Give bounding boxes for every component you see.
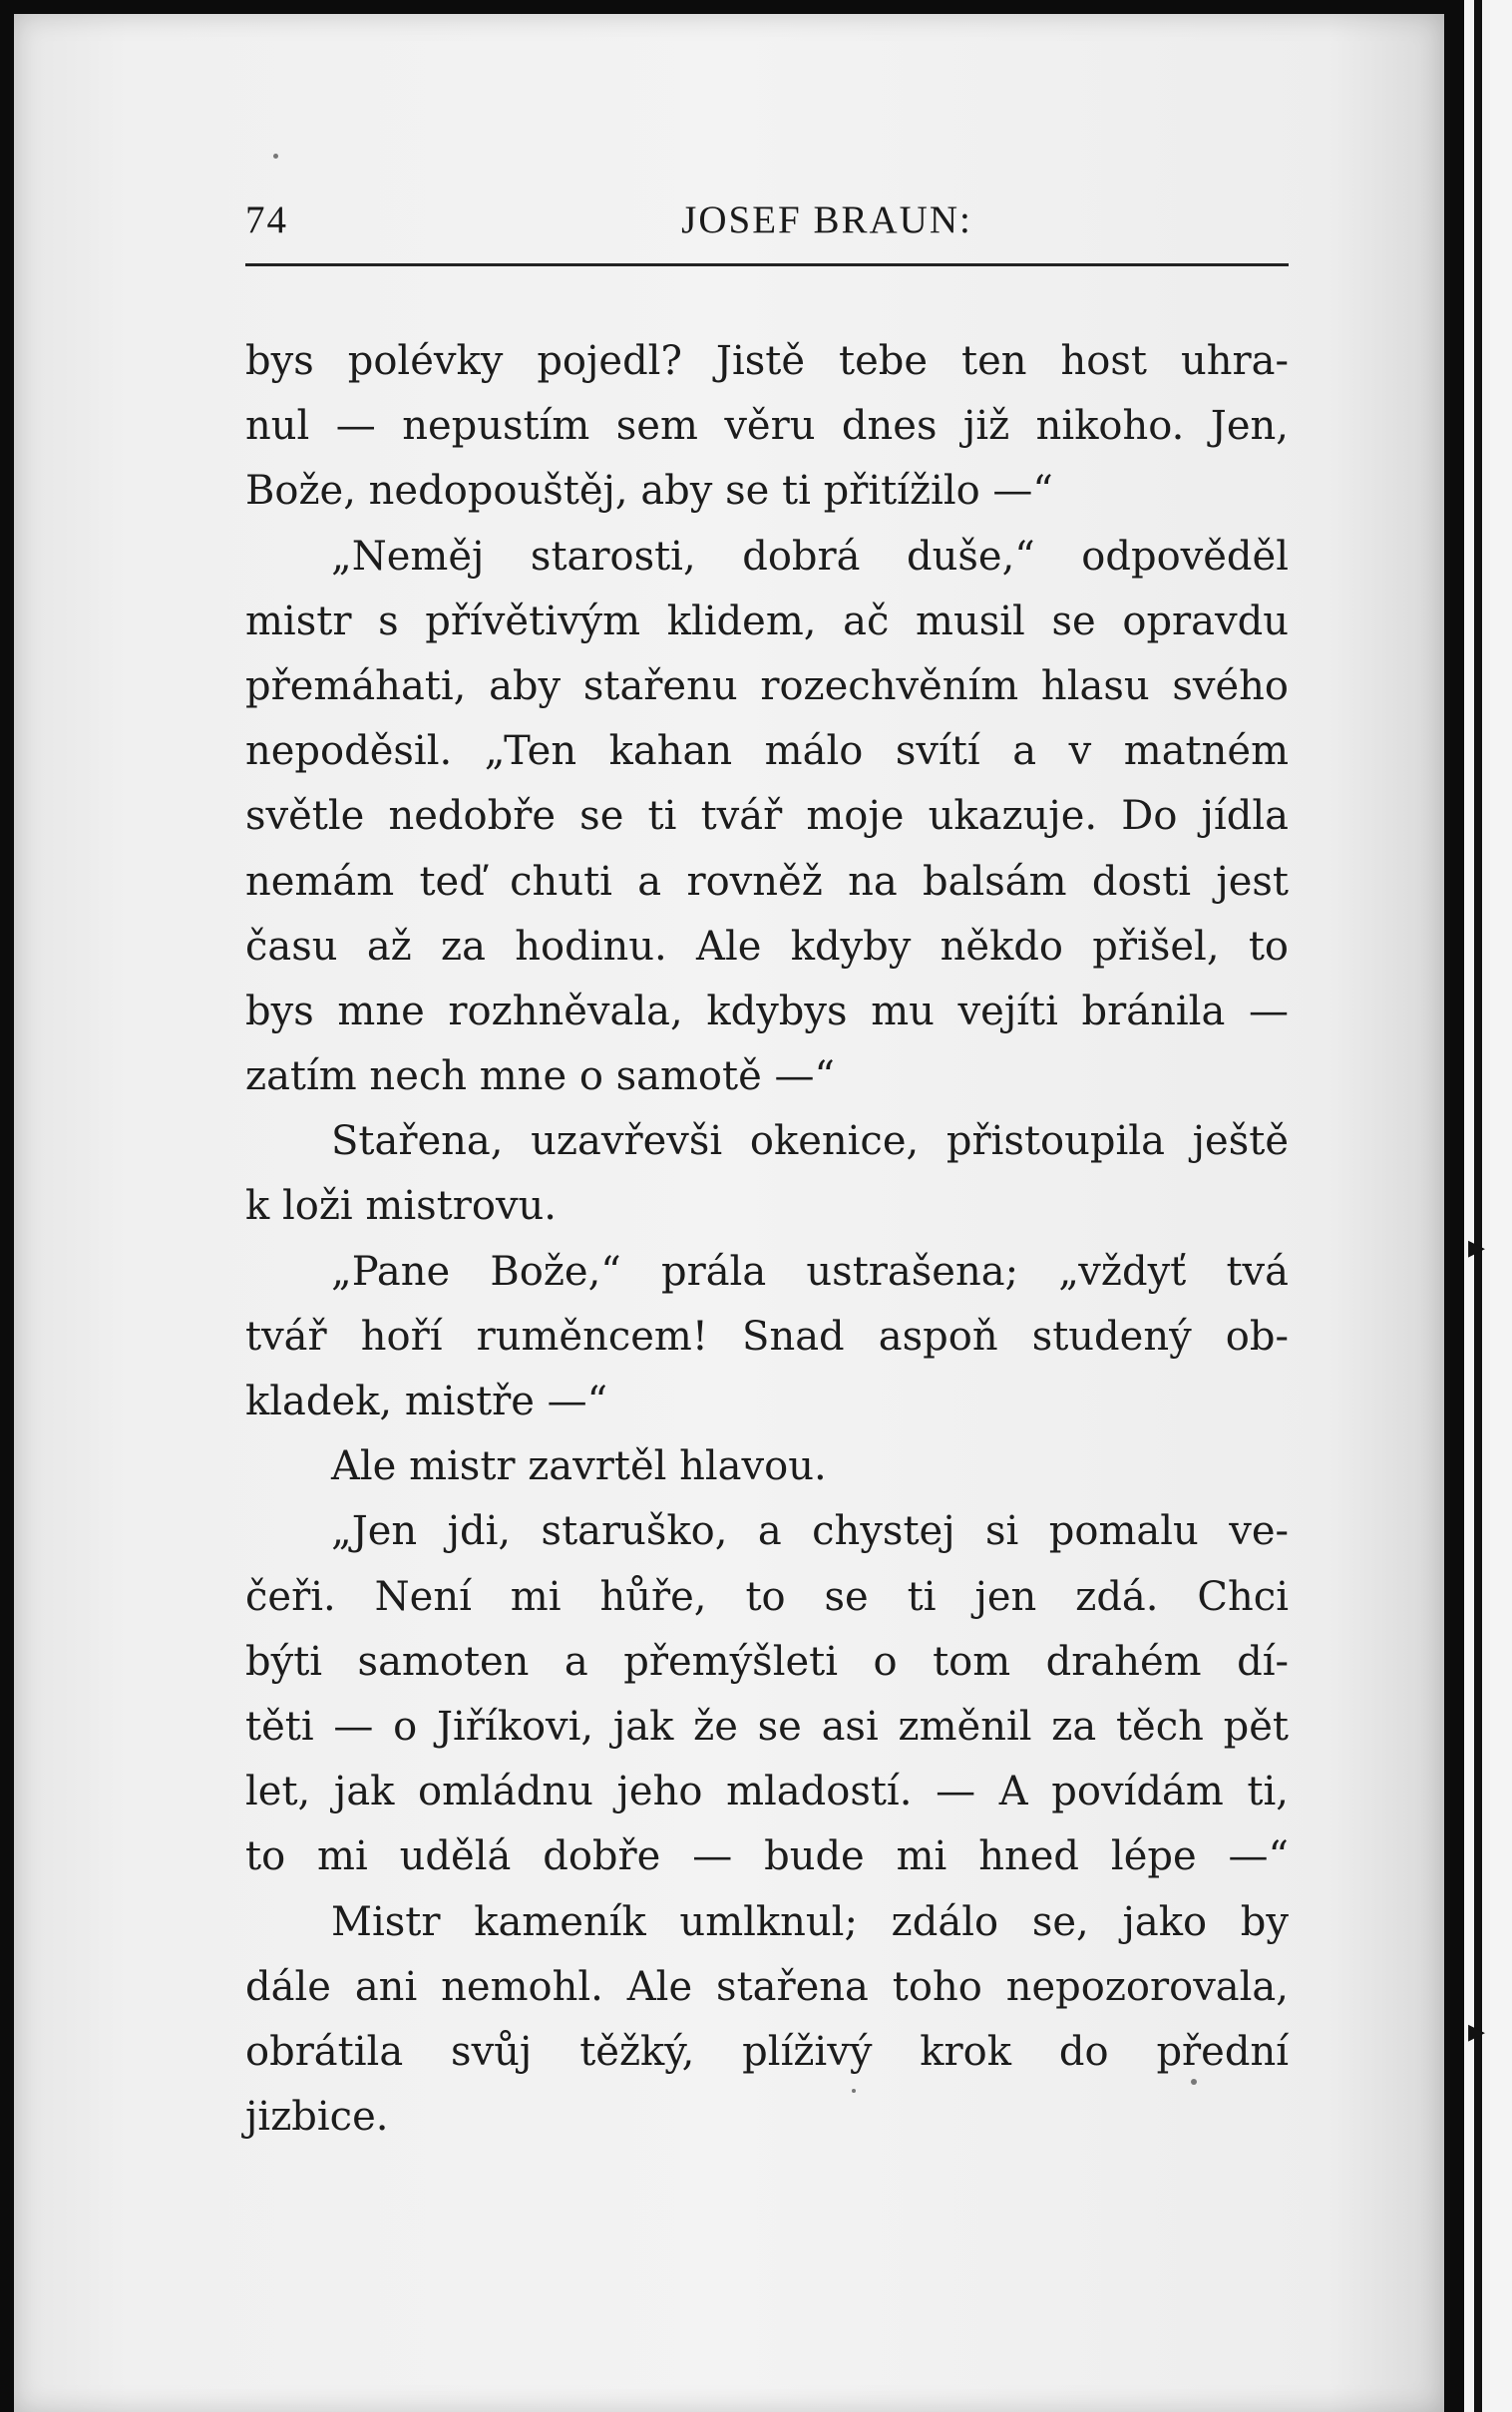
text-line: času až za hodinu. Ale kdyby někdo přišel, to — [245, 923, 1289, 970]
text-line: světle nedobře se ti tvář moje ukazuje. Do jídla — [245, 793, 1289, 840]
text-line: Bože, nedopouštěj, aby se ti přitížilo —“ — [245, 468, 1053, 515]
text-line: bys polévky pojedl? Jistě tebe ten host uhra- — [245, 338, 1289, 384]
running-head — [245, 198, 1289, 257]
text-line: dále ani nemohl. Ale stařena toho nepozorovala, — [245, 1963, 1289, 2010]
text-line: jizbice. — [245, 2094, 389, 2141]
text-line: zatím nech mne o samotě —“ — [245, 1053, 835, 1100]
text-line: kladek, mistře —“ — [245, 1379, 608, 1424]
margin-mark: ▸ — [1468, 2011, 1486, 2051]
header-rule — [245, 263, 1289, 266]
text-line: Stařena, uzavřevši okenice, přistoupila ještě — [331, 1118, 1289, 1165]
page-number: 74 — [245, 199, 288, 241]
text-line: nemám teď chuti a rovněž na balsám dosti jest — [245, 858, 1289, 905]
text-line: nepoděsil. „Ten kahan málo svítí a v matném — [245, 728, 1289, 775]
text-line: tvář hoří ruměncem! Snad aspoň studený ob- — [245, 1313, 1289, 1360]
text-line: nul — nepustím sem věru dnes již nikoho. Jen, — [245, 403, 1289, 450]
text-line: Ale mistr zavrtěl hlavou. — [331, 1443, 827, 1490]
text-line: „Pane Bože,“ prála ustrašena; „vždyť tvá — [331, 1248, 1289, 1295]
text-line: k loži mistrovu. — [245, 1183, 558, 1230]
text-line: obrátila svůj těžký, plíživý krok do přední — [245, 2028, 1289, 2075]
text-line: let, jak omládnu jeho mladostí. — A povídám ti, — [245, 1769, 1289, 1815]
text-line: těti — o Jiříkovi, jak že se asi změnil za těch pět — [245, 1703, 1289, 1750]
running-title: JOSEF BRAUN: — [681, 199, 972, 241]
text-line: „Jen jdi, staruško, a chystej si pomalu ve- — [331, 1508, 1289, 1555]
text-line: Mistr kameník umlknul; zdálo se, jako by — [331, 1898, 1289, 1945]
body-text — [245, 329, 1289, 2150]
text-line: čeři. Není mi hůře, to se ti jen zdá. Chci — [245, 1573, 1289, 1620]
text-line: to mi udělá dobře — bude mi hned lépe —“ — [245, 1833, 1289, 1880]
margin-mark: ▸ — [1468, 1227, 1486, 1267]
text-line: mistr s přívětivým klidem, ač musil se opravdu — [245, 598, 1289, 644]
text-line: přemáhati, aby stařenu rozechvěním hlasu svého — [245, 662, 1289, 709]
text-line: „Neměj starosti, dobrá duše,“ odpověděl — [331, 533, 1289, 580]
text-line: býti samoten a přemýšleti o tom drahém dí- — [245, 1638, 1289, 1685]
text-line: bys mne rozhněvala, kdybys mu vejíti bránila — — [245, 988, 1289, 1034]
paper-speck — [273, 154, 278, 159]
